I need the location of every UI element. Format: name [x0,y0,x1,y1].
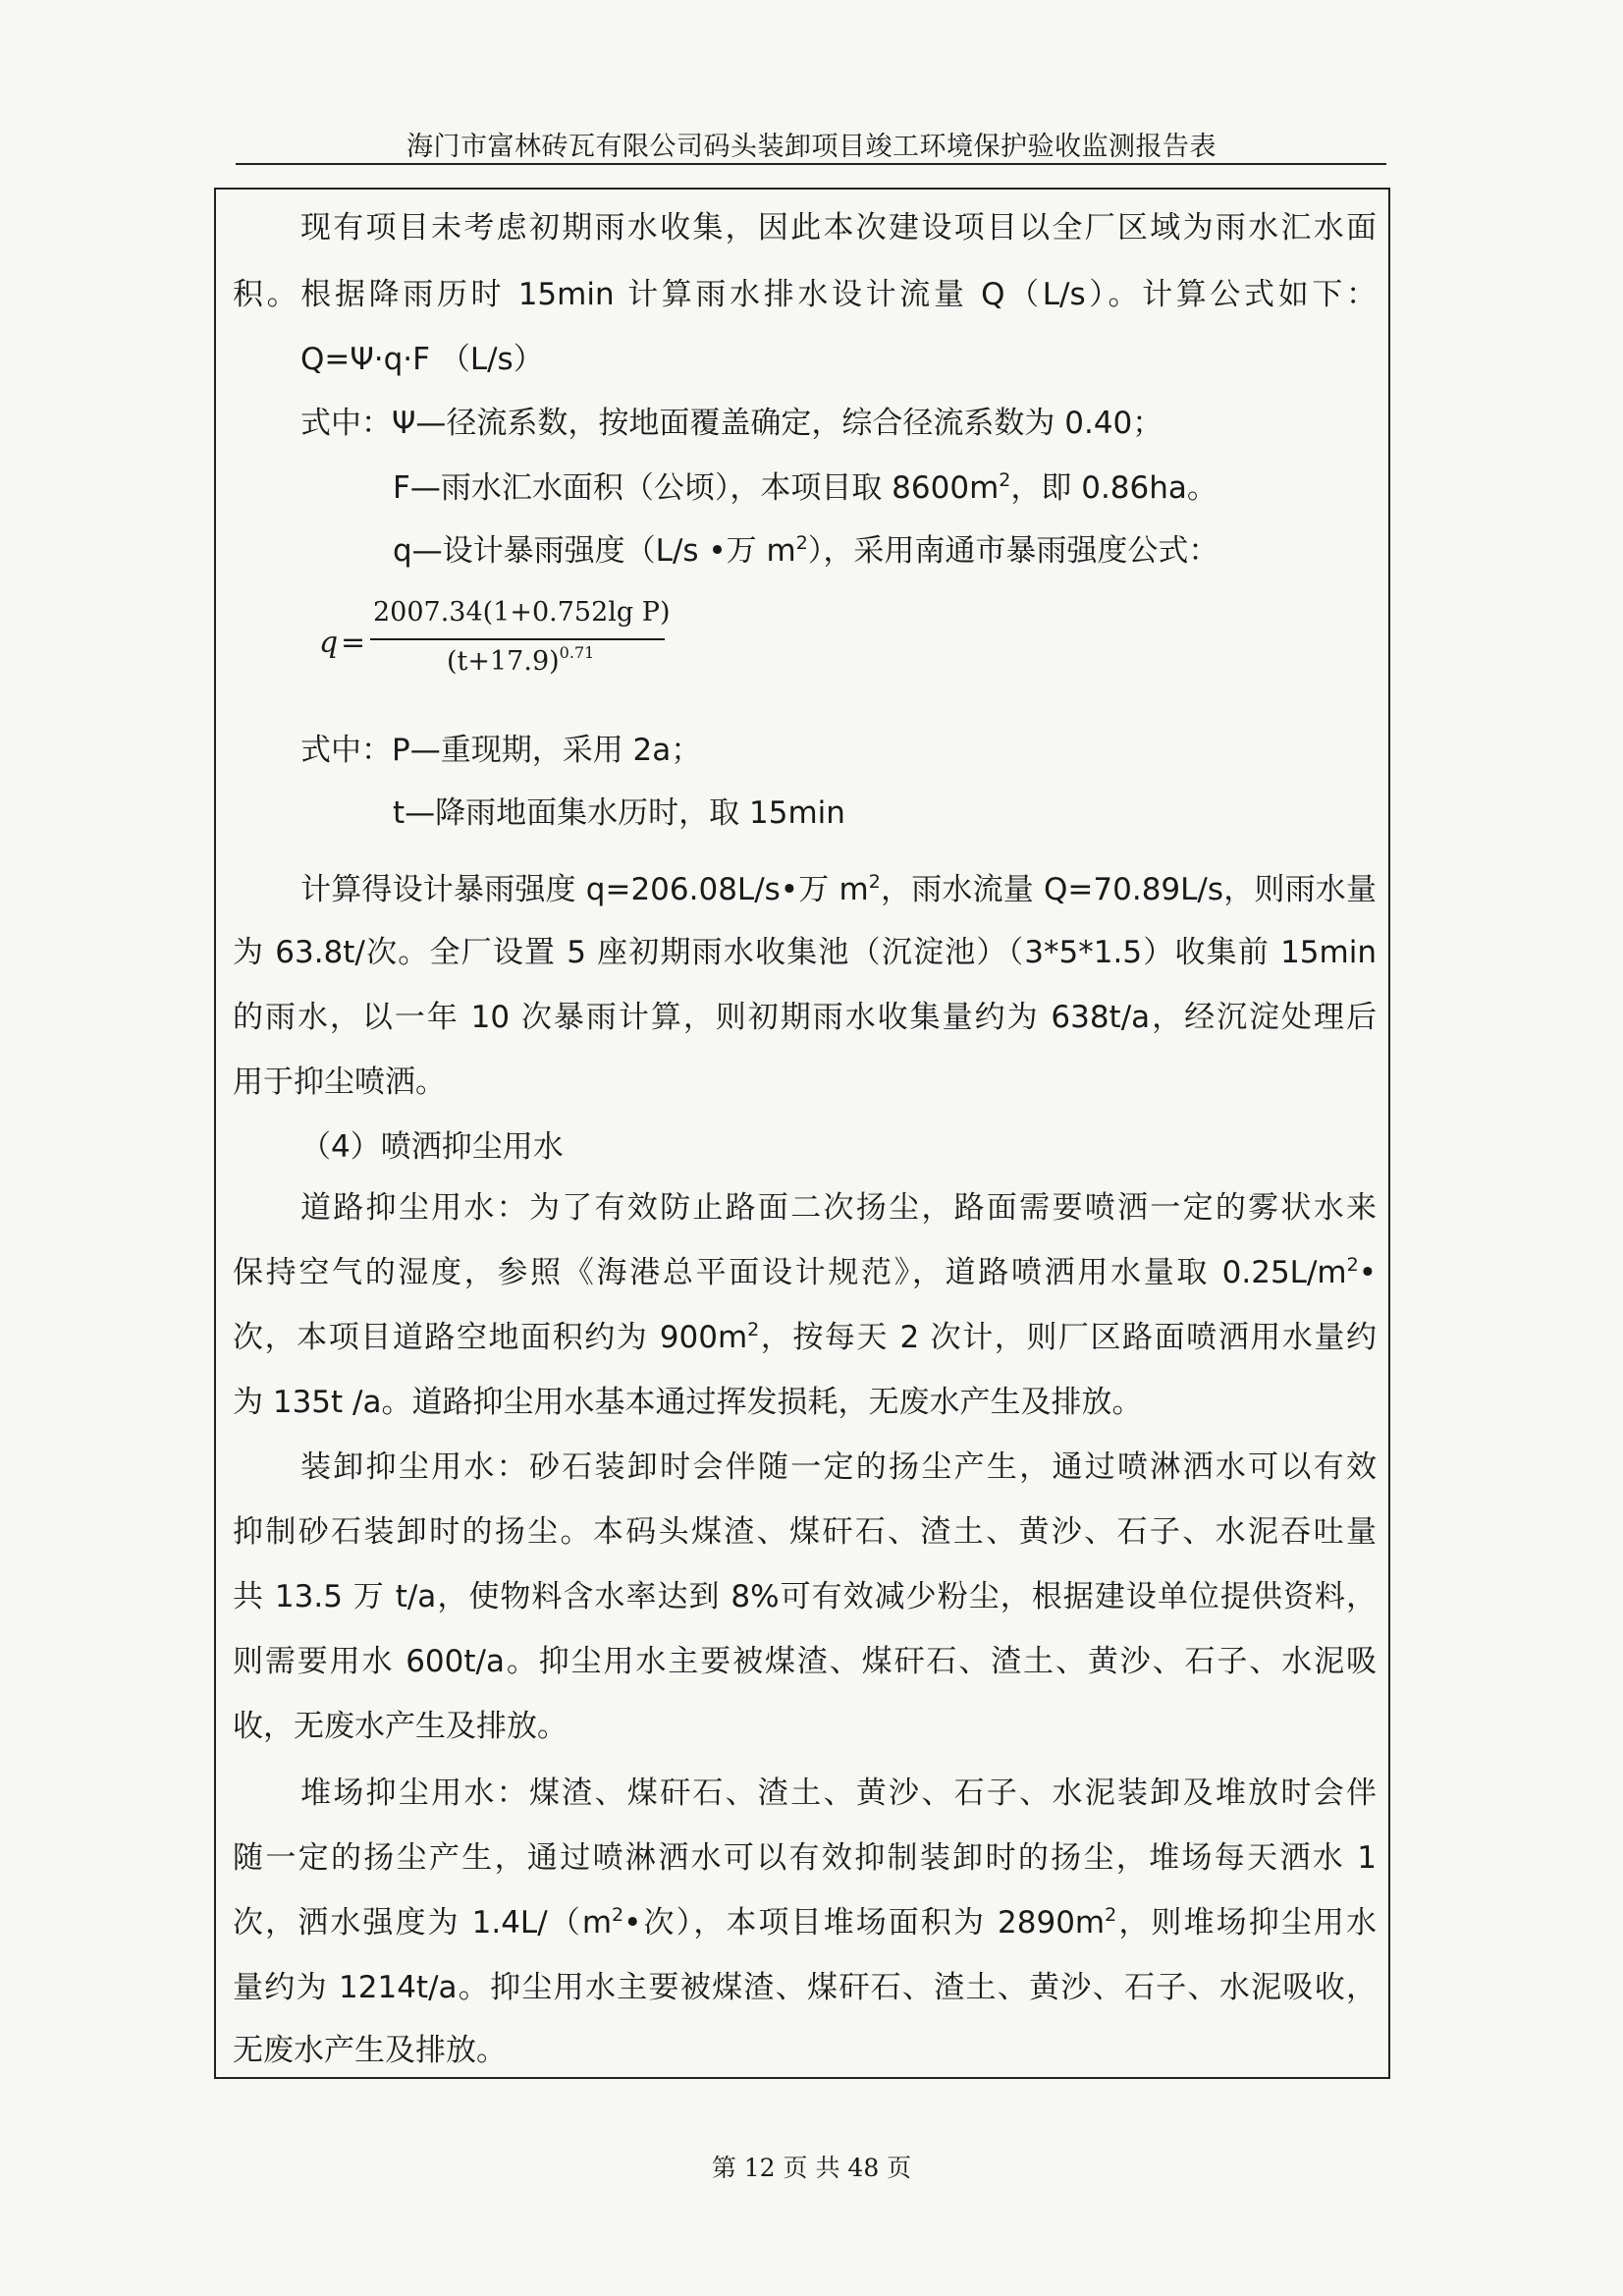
definition-f: F—雨水汇水面积（公顷），本项目取 $8600m^2$，即 0.86ha。 [393,469,1217,506]
report-header-title: 海门市富林砖瓦有限公司码头装卸项目竣工环境保护验收监测报告表 [406,132,1217,162]
text-line: 的雨水，以一年 10 次暴雨计算，则初期雨水收集量约为 638t/a，经沉淀处理后 [233,1000,1377,1035]
text-line: 计算得设计暴雨强度 q=206.08L/s•万 $m^2$，雨水流量 Q=70.89L/s，则雨水量 [300,871,1377,907]
section-heading: （4）喷洒抑尘用水 [300,1129,564,1165]
text-line: 随一定的扬尘产生，通过喷淋洒水可以有效抑制装卸时的扬尘，堆场每天洒水 1 [233,1840,1377,1876]
text-line: 为 135t /a。道路抑尘用水基本通过挥发损耗，无废水产生及排放。 [233,1385,1143,1420]
text-line: 道路抑尘用水：为了有效防止路面二次扬尘，路面需要喷洒一定的雾状水来 [300,1190,1377,1226]
equation-denominator: $(t+17.9)^{0.71}$ [447,643,595,677]
text-line: 为 63.8t/次。全厂设置 5 座初期雨水收集池（沉淀池）（3*5*1.5）收集前 15min [233,935,1377,970]
text-line: 积。根据降雨历时 15min 计算雨水排水设计流量 Q（L/s）。计算公式如下： [233,277,1377,312]
definition-psi: 式中：Ψ—径流系数，按地面覆盖确定，综合径流系数为 0.40； [300,406,1163,441]
text-line: 无废水产生及排放。 [233,2033,507,2068]
text-line: 量约为 1214t/a。抑尘用水主要被煤渣、煤矸石、渣土、黄沙、石子、水泥吸收， [233,1970,1377,2005]
definition-t: t—降雨地面集水历时，取 15min [393,795,845,831]
text-line: 收，无废水产生及排放。 [233,1709,568,1744]
equation-lhs: q [319,626,339,660]
text-line: 堆场抑尘用水：煤渣、煤矸石、渣土、黄沙、石子、水泥装卸及堆放时会伴 [300,1776,1377,1811]
text-line: 抑制砂石装卸时的扬尘。本码头煤渣、煤矸石、渣土、黄沙、石子、水泥吞吐量 [233,1514,1377,1550]
text-line: 装卸抑尘用水：砂石装卸时会伴随一定的扬尘产生，通过喷淋洒水可以有效 [300,1449,1377,1485]
fraction-bar [370,638,665,640]
storm-intensity-equation [319,591,692,699]
definition-p: 式中：P—重现期，采用 2a； [300,733,702,768]
text-line: 用于抑尘喷洒。 [233,1065,446,1100]
header-rule [236,163,1386,165]
text-line: 共 13.5 万 t/a，使物料含水率达到 8%可有效减少粉尘，根据建设单位提供资料， [233,1579,1377,1614]
text-line: 则需要用水 600t/a。抑尘用水主要被煤渣、煤矸石、渣土、黄沙、石子、水泥吸 [233,1644,1377,1679]
text-line: 次，本项目道路空地面积约为 $900m^2$，按每天 2 次计，则厂区路面喷洒用水量约 [233,1319,1377,1355]
text-line: 次，洒水强度为 $1.4L/(m^2•$次），本项目堆场面积为 $2890m^2$，则堆场抑尘用水 [233,1904,1378,1941]
equation-equals: = [341,626,366,660]
definition-q: q—设计暴雨强度（L/s •万 $m^2$），采用南通市暴雨强度公式： [393,532,1219,569]
equation-numerator: 2007.34(1+0.752lg P) [373,597,671,628]
text-line: 保持空气的湿度，参照《海港总平面设计规范》，道路喷洒用水量取 $0.25L/m^2•$ [233,1254,1377,1290]
text-line: 现有项目未考虑初期雨水收集，因此本次建设项目以全厂区域为雨水汇水面 [300,210,1377,246]
page-number: 第 12 页 共 48 页 [711,2154,912,2182]
rain-flow-formula: Q=Ψ·q·F （L/s） [300,342,544,377]
